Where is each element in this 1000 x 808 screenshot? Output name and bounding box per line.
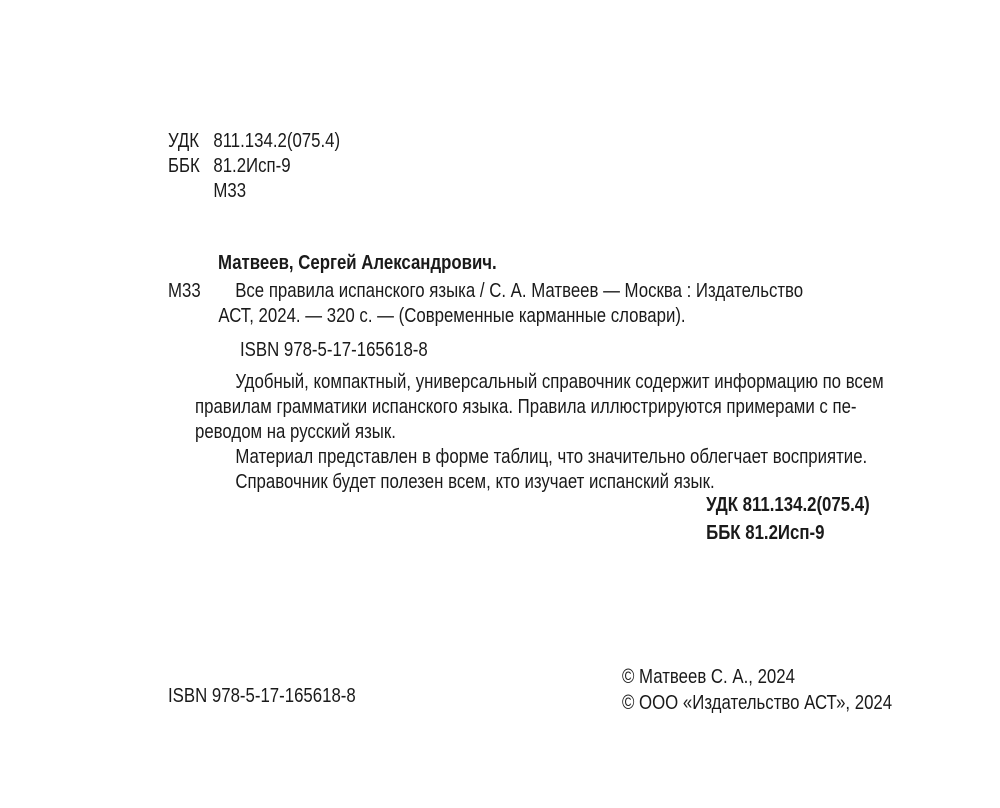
annotation-block <box>195 370 884 495</box>
bottom-bbk: ББК 81.2Исп-9 <box>706 522 825 544</box>
udk-row <box>168 129 340 154</box>
catalog-entry-line2: АСТ, 2024. — 320 с. — (Современные карманные словари). <box>218 305 686 327</box>
annotation-line: Материал представлен в форме таблиц, что значительно облегчает восприятие. <box>235 446 868 468</box>
copyright-publisher: © ООО «Издательство АСТ», 2024 <box>622 692 893 714</box>
catalog-entry-block <box>168 279 803 329</box>
annotation-line: Справочник будет полезен всем, кто изучает испанский язык. <box>235 471 715 493</box>
copyright-block <box>622 664 892 716</box>
author-sign-top: М33 <box>213 180 247 202</box>
annotation-line: Удобный, компактный, универсальный справочник содержит информацию по всем <box>235 371 884 393</box>
author-heading: Матвеев, Сергей Александрович. <box>218 252 497 274</box>
top-codes-block <box>168 129 340 204</box>
bottom-codes-block <box>706 491 870 547</box>
bbk-row <box>168 154 340 179</box>
bottom-udk: УДК 811.134.2(075.4) <box>706 494 870 516</box>
author-sign-row <box>168 179 340 204</box>
udk-label: УДК <box>168 130 200 152</box>
annotation-line: реводом на русский язык. <box>195 421 396 443</box>
author-sign-entry: М33 <box>168 280 201 302</box>
bbk-label: ББК <box>168 155 200 177</box>
isbn-middle: ISBN 978-5-17-165618-8 <box>240 339 428 361</box>
annotation-line: правилам грамматики испанского языка. Правила иллюстрируются примерами с пе- <box>195 396 857 418</box>
isbn-footer: ISBN 978-5-17-165618-8 <box>168 685 356 707</box>
copyright-author: © Матвеев С. А., 2024 <box>622 666 795 688</box>
udk-value: 811.134.2(075.4) <box>213 130 341 152</box>
bbk-value: 81.2Исп-9 <box>213 155 291 177</box>
catalog-entry-line1: Все правила испанского языка / С. А. Матвеев — Москва : Издательство <box>235 280 804 302</box>
